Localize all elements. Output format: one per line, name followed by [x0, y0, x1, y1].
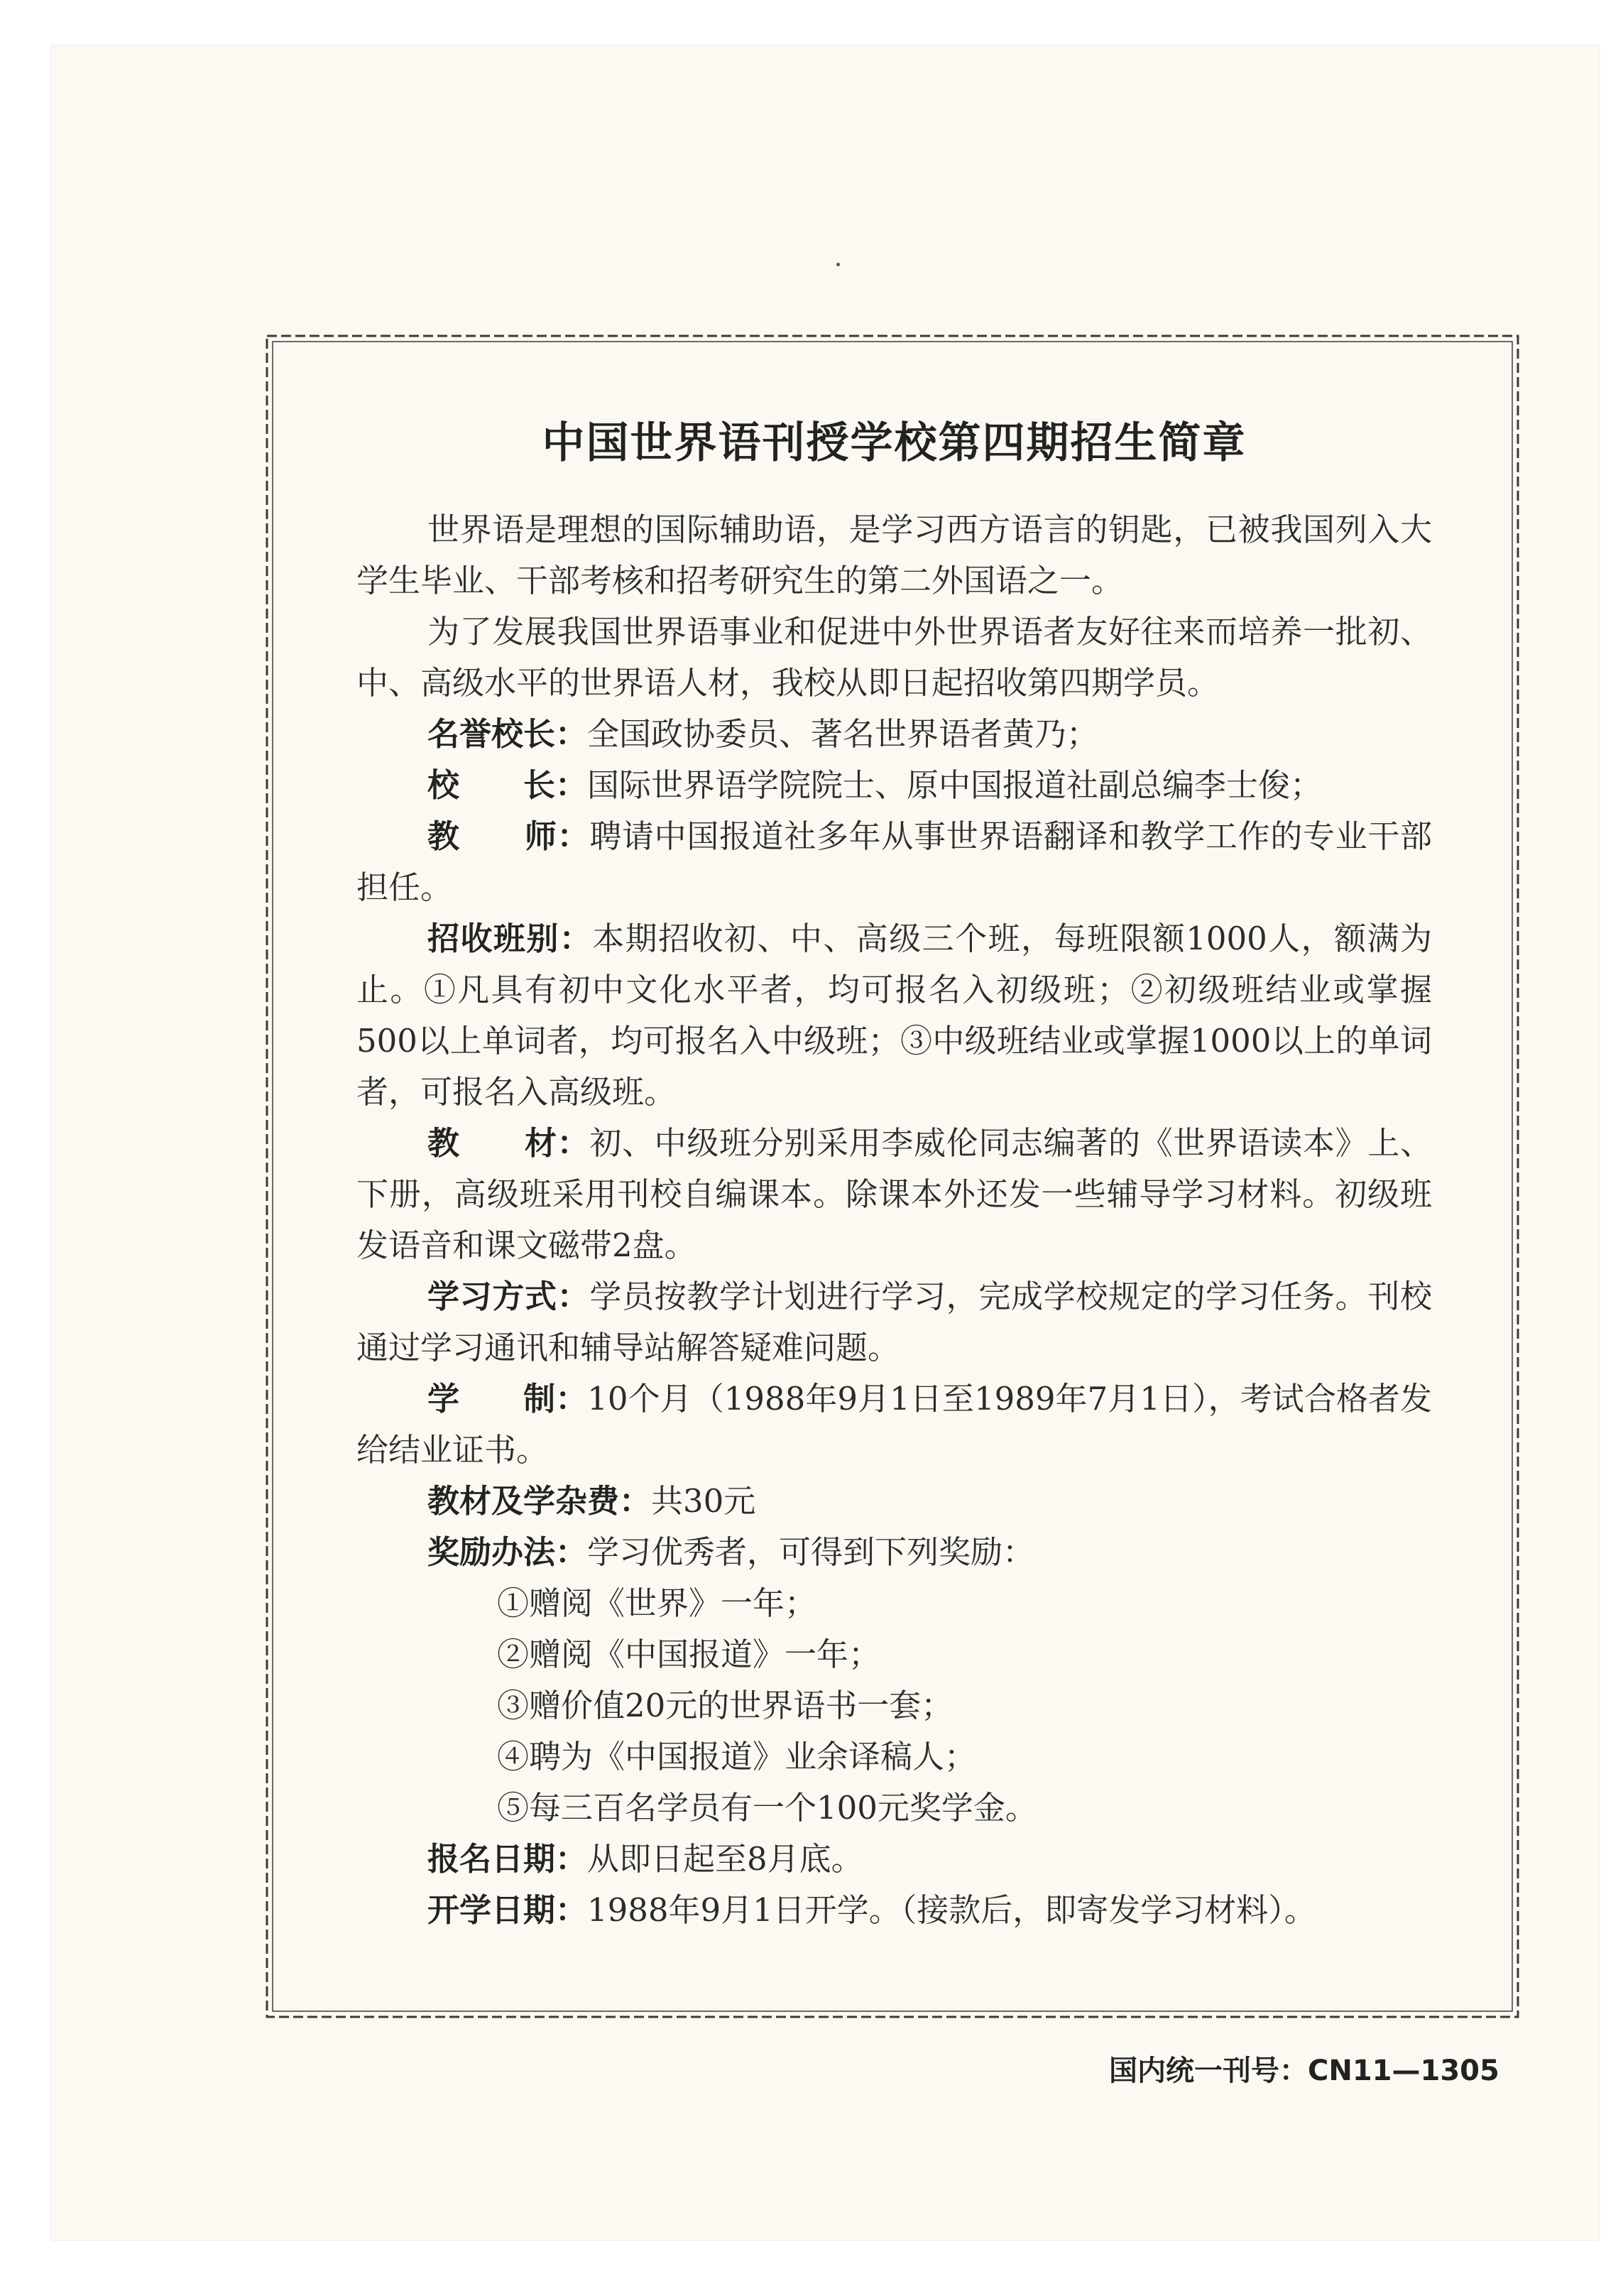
section-text: 从即日起至8月底。	[587, 1840, 863, 1878]
section-label: 开学日期：	[427, 1891, 588, 1929]
section-principal	[356, 760, 1432, 811]
section-label: 校 长：	[427, 766, 588, 804]
section-rewards	[356, 1527, 1432, 1578]
section-label: 教 材：	[427, 1124, 590, 1162]
section-text: 1988年9月1日开学。（接款后，即寄发学习材料）。	[587, 1891, 1316, 1929]
section-start-date	[356, 1885, 1432, 1936]
section-fees	[356, 1476, 1432, 1527]
section-text: 学习优秀者，可得到下列奖励：	[587, 1533, 1035, 1571]
publication-number: 国内统一刊号：CN11—1305	[1109, 2055, 1499, 2087]
section-duration	[356, 1373, 1432, 1476]
section-registration-date	[356, 1834, 1432, 1885]
section-teachers	[356, 811, 1432, 913]
section-label: 学 制：	[427, 1380, 588, 1418]
section-label: 招收班别：	[427, 920, 593, 957]
section-honorary-principal	[356, 709, 1432, 760]
notice-body	[356, 415, 1432, 1936]
section-materials	[356, 1118, 1432, 1271]
section-label: 奖励办法：	[427, 1533, 588, 1571]
notice-title: 中国世界语刊授学校第四期招生简章	[542, 418, 1247, 468]
reward-item: ①赠阅《世界》一年；	[497, 1584, 817, 1622]
section-text: 聘请中国报道社多年从事世界语翻译和教学工作的专业干部担任。	[356, 817, 1432, 906]
reward-item: ⑤每三百名学员有一个100元奖学金。	[497, 1789, 1037, 1827]
section-label: 名誉校长：	[427, 715, 588, 753]
document-page	[51, 45, 1599, 2240]
reward-item: ②赠阅《中国报道》一年；	[497, 1636, 881, 1673]
section-text: 共30元	[651, 1482, 756, 1520]
reward-item: ③赠价值20元的世界语书一套；	[497, 1687, 954, 1724]
section-label: 教材及学杂费：	[427, 1482, 652, 1520]
intro-paragraph: 为了发展我国世界语事业和促进中外世界语者友好往来而培养一批初、中、高级水平的世界语人材，我校从即日起招收第四期学员。	[356, 613, 1432, 702]
section-text: 10个月（1988年9月1日至1989年7月1日），考试合格者发给结业证书。	[356, 1380, 1432, 1469]
intro-paragraph: 世界语是理想的国际辅助语，是学习西方语言的钥匙，已被我国列入大学生毕业、干部考核和招考研究生的第二外国语之一。	[356, 511, 1432, 599]
section-classes	[356, 913, 1432, 1118]
rewards-list	[356, 1578, 1432, 1834]
section-study-method	[356, 1271, 1432, 1373]
section-label: 教 师：	[427, 817, 590, 855]
section-label: 报名日期：	[427, 1840, 588, 1878]
section-label: 学习方式：	[427, 1278, 590, 1315]
section-text: 学员按教学计划进行学习，完成学校规定的学习任务。刊校通过学习通讯和辅导站解答疑难问题。	[356, 1278, 1432, 1366]
section-text: 全国政协委员、著名世界语者黄乃；	[587, 715, 1099, 753]
section-text: 本期招收初、中、高级三个班，每班限额1000人，额满为止。①凡具有初中文化水平者，均可报名入初级班；②初级班结业或掌握500以上单词者，均可报名入中级班；③中级班结业或掌握1000以上的单词者，可报名入高级班。	[356, 920, 1432, 1111]
speck	[836, 263, 840, 266]
reward-item: ④聘为《中国报道》业余译稿人；	[497, 1738, 977, 1775]
section-text: 初、中级班分别采用李威伦同志编著的《世界语读本》上、下册，高级班采用刊校自编课本。除课本外还发一些辅导学习材料。初级班发语音和课文磁带2盘。	[356, 1124, 1432, 1264]
section-text: 国际世界语学院院士、原中国报道社副总编李士俊；	[587, 766, 1323, 804]
